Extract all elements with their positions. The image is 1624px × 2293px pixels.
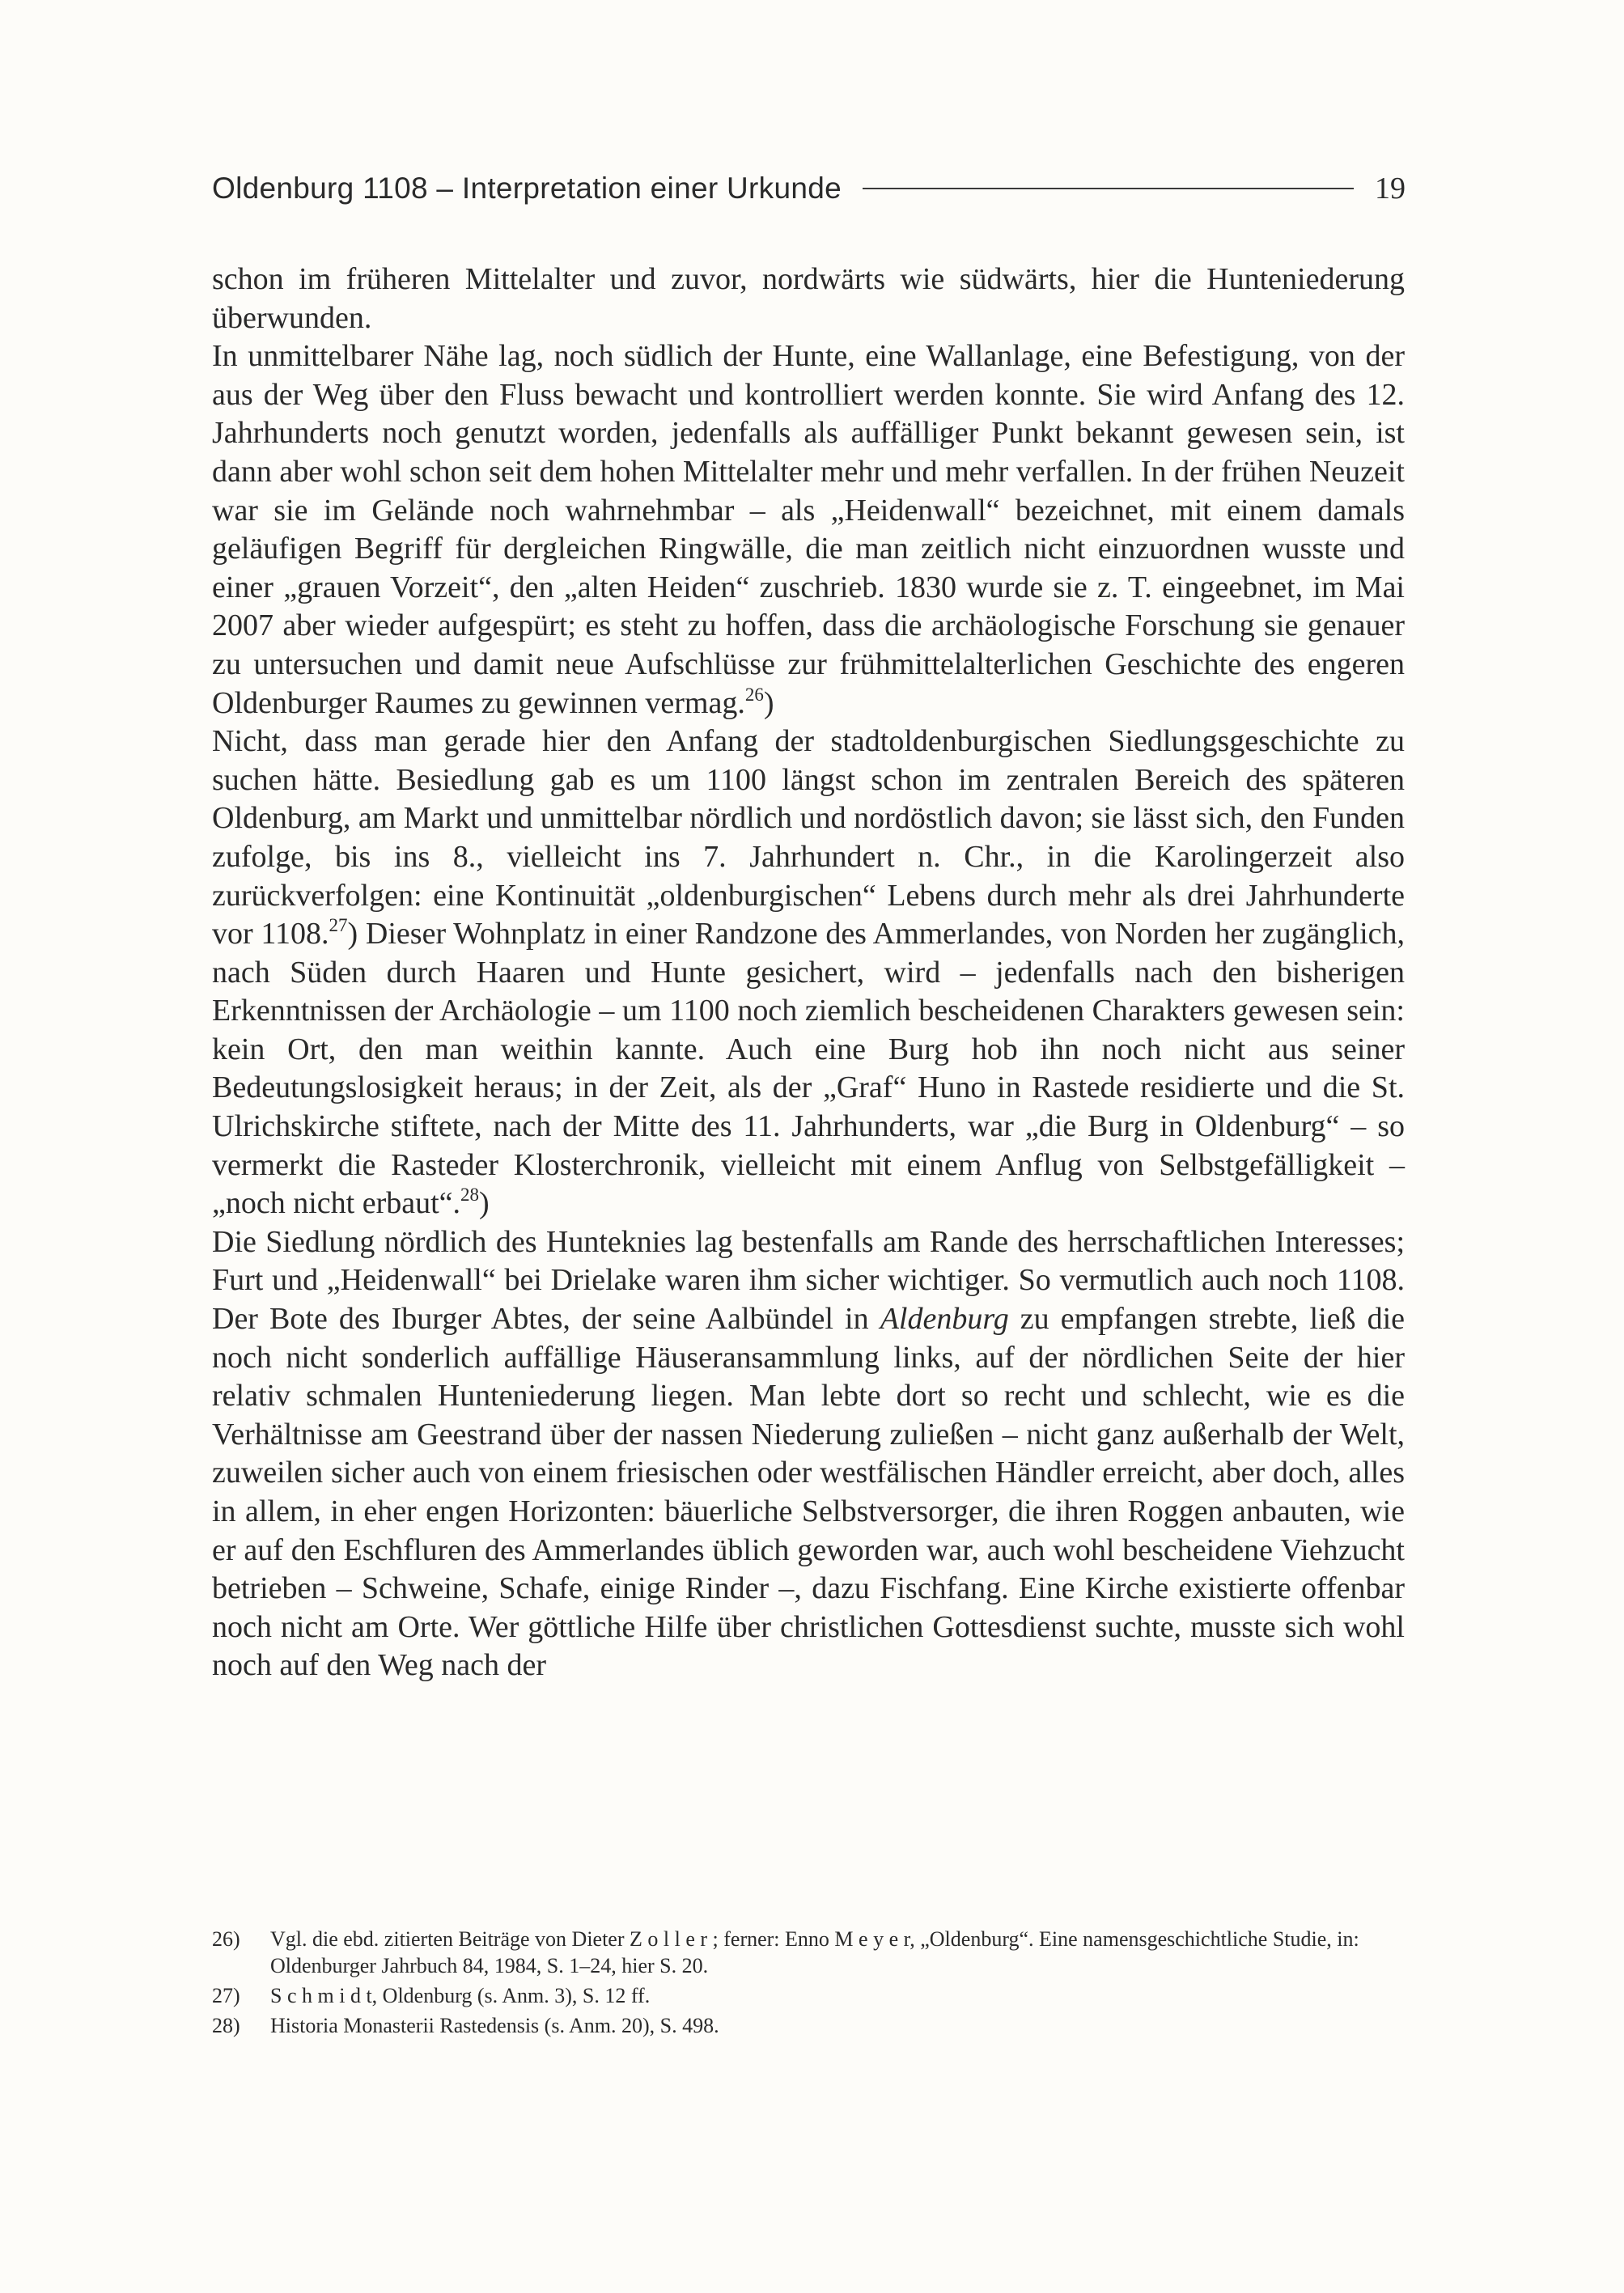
footnote-text: S c h m i d t, Oldenburg (s. Anm. 3), S. 12 ff. [270,1984,651,2007]
paragraph-text: ) Dieser Wohnplatz in einer Randzone des Ammerlandes, von Norden her zugänglich, nach Süden durch Haaren und Hunte gesichert, wird – jedenfalls nach den bisherigen Erkenntnissen der Archäologie – um 1100 noch ziemlich bescheidenen Charakters gewesen sein: kein Ort, den man weithin kannte. Auch eine Burg hob ihn noch nicht aus seiner Bedeutungslosigkeit heraus; in der Zeit, als der „Graf“ Huno in Rastede residierte und die St. Ulrichskirche stiftete, nach der Mitte des 11. Jahrhunderts, war „die Burg in Oldenburg“ – so vermerkt die Rasteder Klosterchronik, vielleicht mit einem Anflug von Selbstgefälligkeit – „noch nicht erbaut“. [212,917,1406,1221]
footnote [212,1982,1405,2009]
footnote-text: Vgl. die ebd. zitierten Beiträge von Dieter Z o l l e r ; ferner: Enno M e y e r, „Oldenburg“. Eine namensgeschichtliche Studie, in: Oldenburger Jahrbuch 84, 1984, S. 1–24, hier S. 20. [270,1927,1359,1977]
paragraph [212,1223,1405,1685]
footnote-ref: 26 [744,684,764,705]
page-number: 19 [1375,172,1406,206]
footnote-text: Historia Monasterii Rastedensis (s. Anm. 20), S. 498. [270,2014,719,2037]
footnote-ref: 28 [460,1185,480,1206]
italic-term: Aldenburg [880,1302,1009,1337]
paragraph-text: Die Siedlung nördlich des Hunteknies lag bestenfalls am Rande des herrschaftlichen Interesses; Furt und „Heidenwall“ bei Drielake waren ihm sicher wichtiger. So vermutlich auch noch 1108. Der Bote des Iburger Abtes, der seine Aalbündel in [212,1224,1405,1337]
running-title: Oldenburg 1108 – Interpretation einer Urkunde [212,172,842,205]
body-text [212,261,1405,1685]
paragraph [212,723,1405,1223]
paragraph-text: schon im früheren Mittelalter und zuvor, nordwärts wie südwärts, hier die Hunteniederung überwunden. [212,262,1405,335]
footnote [212,2012,1405,2039]
footnote-number: 27) [212,1984,240,2007]
footnotes [212,1926,1405,2042]
paragraph-text: ) [763,685,774,720]
paragraph-text: zu empfangen strebte, ließ die noch nicht sonderlich auffällige Häuseransammlung links, auf der nördlichen Seite der hier relativ schmalen Hunteniederung liegen. Man lebte dort so recht und schlecht, wie es die Verhältnisse am Geestrand über der nassen Niederung zuließen – nicht ganz außerhalb der Welt, zuweilen sicher auch von einem friesischen oder westfälischen Händler erreicht, aber doch, alles in allem, in eher engen Horizonten: bäuerliche Selbstversorger, die ihren Roggen anbauten, wie er auf den Eschfluren des Ammerlandes üblich geworden war, auch wohl bescheidene Viehzucht betrieben – Schweine, Schafe, einige Rinder –, dazu Fischfang. Eine Kirche existierte offenbar noch nicht am Orte. Wer göttliche Hilfe über christlichen Gottesdienst suchte, musste sich wohl noch auf den Weg nach der [212,1302,1406,1683]
paragraph-text: ) [479,1186,490,1221]
running-header [212,164,1406,213]
footnote-number: 26) [212,1927,240,1951]
footnote [212,1926,1405,1979]
paragraph-text: In unmittelbarer Nähe lag, noch südlich der Hunte, eine Wallanlage, eine Befestigung, von der aus der Weg über den Fluss bewacht und kontrolliert werden konnte. Sie wird Anfang des 12. Jahrhunderts noch genutzt worden, jedenfalls als auffälliger Punkt bekannt gewesen sein, ist dann aber wohl schon seit dem hohen Mittelalter mehr und mehr verfallen. In der frühen Neuzeit war sie im Gelände noch wahrnehmbar – als „Heidenwall“ bezeichnet, mit einem damals geläufigen Begriff für dergleichen Ringwälle, die man zeitlich nicht einzuordnen wusste und einer „grauen Vorzeit“, den „alten Heiden“ zuschrieb. 1830 wurde sie z. T. eingeebnet, im Mai 2007 aber wieder aufgespürt; es steht zu hoffen, dass die archäologische Forschung sie genauer zu untersuchen und damit neue Aufschlüsse zur frühmittelalterlichen Geschichte des engeren Oldenburger Raumes zu gewinnen vermag. [212,339,1405,720]
header-rule [863,188,1354,189]
footnote-number: 28) [212,2014,240,2037]
footnote-ref: 27 [329,915,348,936]
paragraph [212,261,1405,337]
paragraph [212,337,1405,723]
paragraph-text: Nicht, dass man gerade hier den Anfang der stadtoldenburgischen Siedlungsgeschichte zu suchen hätte. Besiedlung gab es um 1100 längst schon im zentralen Bereich des späteren Oldenburg, am Markt und unmittelbar nördlich und nordöstlich davon; sie lässt sich, den Funden zufolge, bis ins 8., vielleicht ins 7. Jahrhundert n. Chr., in die Karolingerzeit also zurückverfolgen: eine Kontinuität „oldenburgischen“ Lebens durch mehr als drei Jahrhunderte vor 1108. [212,724,1405,952]
